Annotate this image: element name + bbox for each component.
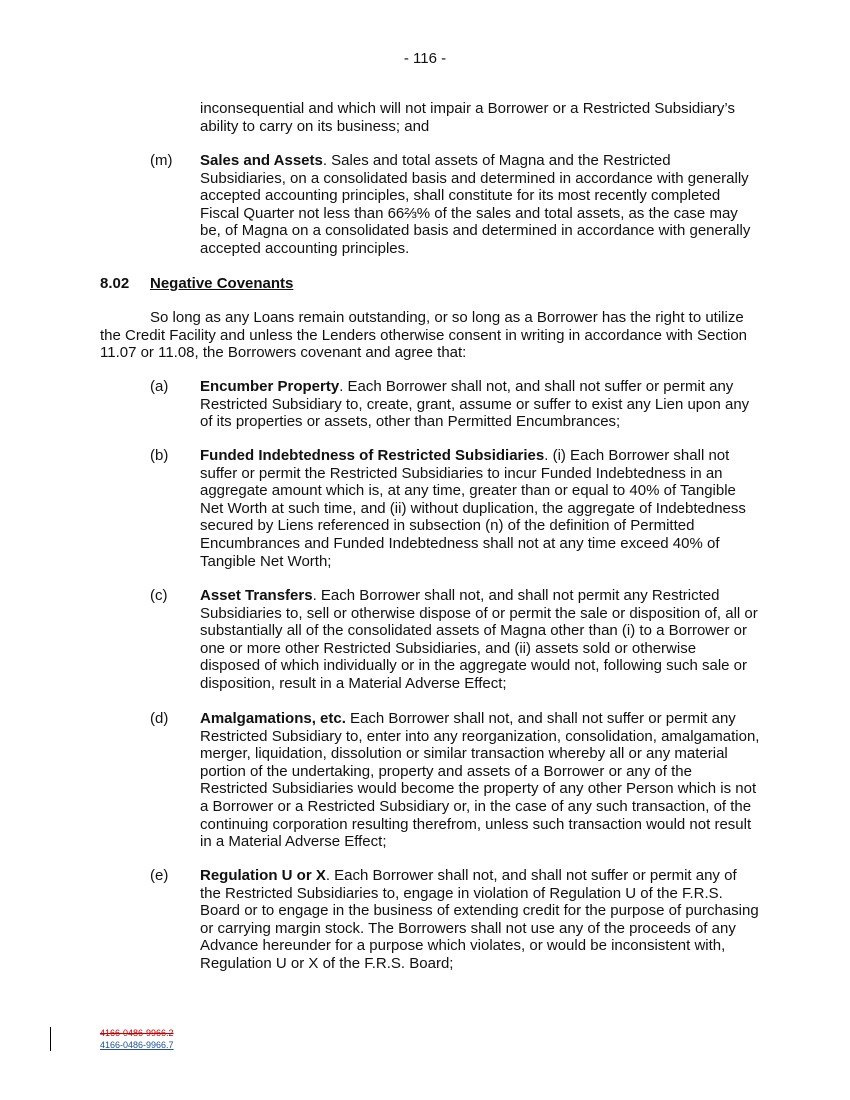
- item-title-m: Sales and Assets: [200, 152, 323, 169]
- item-label-a: (a): [150, 378, 169, 395]
- item-d: [200, 710, 760, 851]
- item-title-c: Asset Transfers: [200, 587, 313, 604]
- item-label-b: (b): [150, 447, 169, 464]
- item-a: [200, 378, 760, 431]
- item-title-e: Regulation U or X: [200, 867, 326, 884]
- item-title-d: Amalgamations, etc.: [200, 710, 346, 727]
- item-text-b: . (i) Each Borrower shall not suffer or permit the Restricted Subsidiaries to incur Funded Indebtedness in an aggregate amount which is, at any time, greater than or equal to 40% of Tangible Net Worth at such time, and (ii) without duplication, the aggregate of Indebtedness secured by Liens referenced in subsection (n) of the definition of Permitted Encumbrances and Funded Indebtedness shall not at any time exceed 40% of Tangible Net Worth;: [200, 447, 746, 570]
- item-b: [200, 447, 760, 570]
- item-title-b: Funded Indebtedness of Restricted Subsidiaries: [200, 447, 545, 464]
- item-text-e: . Each Borrower shall not, and shall not suffer or permit any of the Restricted Subsidiaries to, engage in violation of Regulation U of the F.R.S. Board or to engage in the business of extending credit for the purpose of purchasing or carrying margin stock. The Borrowers shall not use any of the proceeds of any Advance hereunder for a purpose which violates, or would be inconsistent with, Regulation U or X of the F.R.S. Board;: [200, 867, 759, 972]
- item-e: [200, 867, 760, 973]
- item-title-a: Encumber Property: [200, 378, 340, 395]
- item-text-d: Each Borrower shall not, and shall not suffer or permit any Restricted Subsidiary to, enter into any reorganization, consolidation, amalgamation, merger, liquidation, dissolution or similar transaction whereby all or any material portion of the undertaking, property and assets of a Borrower or any of the Restricted Subsidiaries would become the property of any other Person which is not a Borrower or a Restricted Subsidiary or, in the case of any such transaction, of the continuing corporation resulting therefrom, unless such transaction would not result in a Material Adverse Effect;: [200, 710, 760, 851]
- doc-id-inserted: 4166-0486-9966.7: [100, 1040, 174, 1050]
- section-title: Negative Covenants: [150, 275, 294, 292]
- section-number: 8.02: [100, 275, 130, 292]
- item-label-m: (m): [150, 152, 173, 169]
- item-label-c: (c): [150, 587, 168, 604]
- item-text-a: . Each Borrower shall not, and shall not suffer or permit any Restricted Subsidiary to, create, grant, assume or suffer to exist any Lien upon any of its properties or assets, other than Permitted Encumbrances;: [200, 378, 750, 431]
- item-label-d: (d): [150, 710, 169, 727]
- item-text-m: . Sales and total assets of Magna and the Restricted Subsidiaries, on a consolidated basis and determined in accordance with generally accepted accounting principles, shall constitute for its most recently completed Fiscal Quarter not less than 66⅔% of the sales and total assets, as the case may be, of Magna on a consolidated basis and determined in accordance with generally accepted accounting principles.: [200, 152, 751, 257]
- item-text-c: . Each Borrower shall not, and shall not permit any Restricted Subsidiaries to, sell or otherwise dispose of or permit the sale or disposition of, all or substantially all of the consolidated assets of Magna other than (i) to a Borrower or one or more other Restricted Subsidiaries, and (ii) assets sold or otherwise disposed of which individually or in the aggregate would not, following such sale or disposition, result in a Material Adverse Effect;: [200, 587, 758, 692]
- continuation-paragraph: inconsequential and which will not impair a Borrower or a Restricted Subsidiary’s ability to carry on its business; and: [200, 100, 735, 135]
- item-label-e: (e): [150, 867, 169, 884]
- doc-id-deleted: 4166-0486-9966.2: [100, 1028, 174, 1038]
- page-number: - 116 -: [403, 50, 447, 67]
- item-m: [200, 152, 760, 258]
- section-intro: So long as any Loans remain outstanding, or so long as a Borrower has the right to utilize the Credit Facility and unless the Lenders otherwise consent in writing in accordance with Section 11.07 or 11.08, the Borrowers covenant and agree that:: [100, 309, 748, 362]
- change-bar: [50, 1027, 51, 1051]
- item-c: [200, 587, 760, 693]
